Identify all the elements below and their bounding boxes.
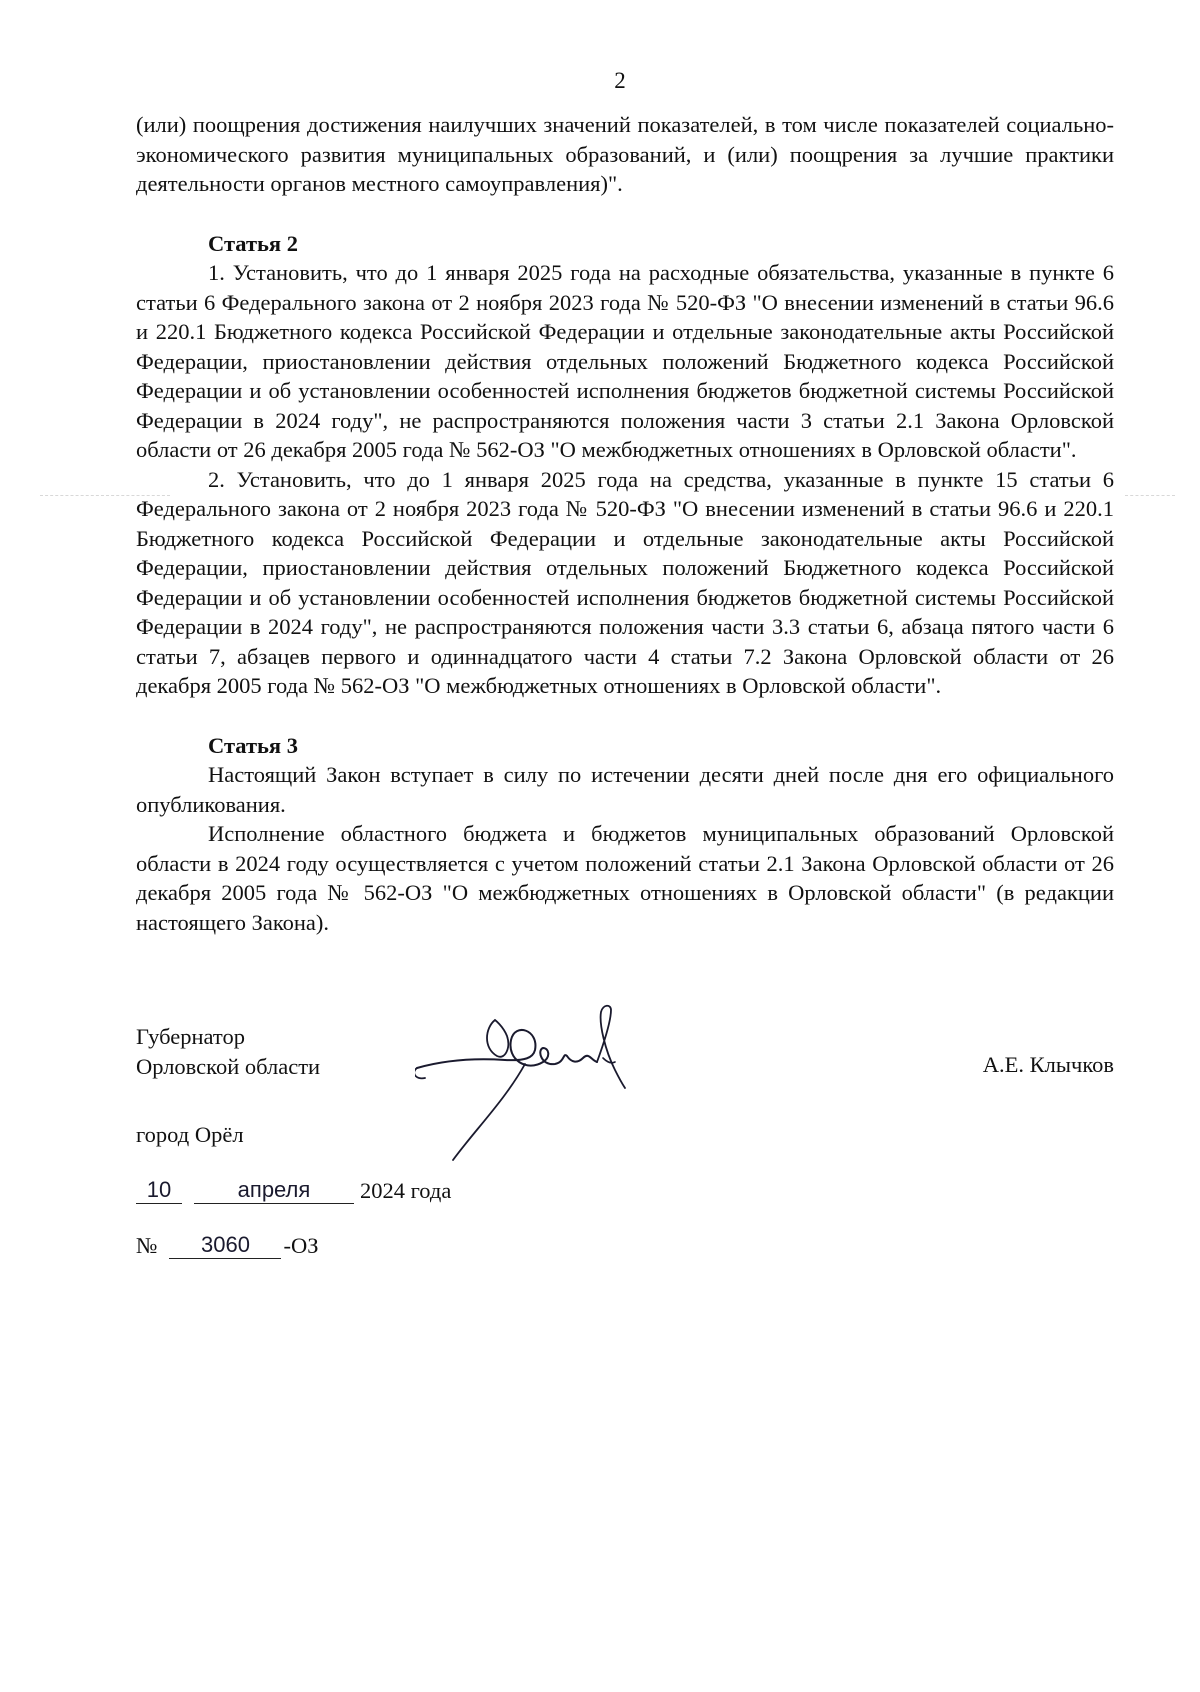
date-month: апреля: [194, 1177, 354, 1204]
article-2-title: Статья 2: [208, 230, 298, 256]
article-2-paragraph-2: 2. Установить, что до 1 января 2025 года на средства, указанные в пункте 15 статьи 6 Федерального закона от 2 ноября 2023 года № 520-ФЗ "О внесении изменений в статьи 96.6 и 220.1 Бюджетного кодекса Российской Федерации и отдельные законодательные акты Российской Федерации, приостановлении действия отдельных положений Бюджетного кодекса Российской Федерации и об установлении особенностей исполнения бюджетов бюджетной системы Российской Федерации в 2024 году", не распространяются положения части 3.3 статьи 6, абзаца пятого части 6 статьи 7, абзацев первого и одиннадцатого части 4 статьи 7.2 Закона Орловской области от 26 декабря 2005 года № 562-ОЗ "О межбюджетных отношениях в Орловской области".: [136, 466, 1114, 698]
law-number: [136, 1232, 318, 1259]
page-number: 2: [614, 68, 626, 93]
intro-paragraph: (или) поощрения достижения наилучших значений показателей, в том числе показателей социально-экономического развития муниципальных образований, и (или) поощрения за лучшие практики деятельности органов местного самоуправления)".: [136, 112, 1114, 196]
signatory-name: А.Е. Клычков: [982, 1052, 1114, 1077]
article-3-paragraph-2: Исполнение областного бюджета и бюджетов муниципальных образований Орловской области в 2024 году осуществляется с учетом положений статьи 2.1 Закона Орловской области от 26 декабря 2005 года № 562-ОЗ "О межбюджетных отношениях в Орловской области" (в редакции настоящего Закона).: [136, 821, 1114, 935]
date-year: 2024 года: [360, 1178, 452, 1203]
document-body: [136, 110, 1114, 937]
number-suffix: -ОЗ: [283, 1233, 319, 1258]
article-2-paragraph-1: 1. Установить, что до 1 января 2025 года на расходные обязательства, указанные в пункте 6 статьи 6 Федерального закона от 2 ноября 2023 года № 520-ФЗ "О внесении изменений в статьи 96.6 и 220.1 Бюджетного кодекса Российской Федерации и отдельные законодательные акты Российской Федерации, приостановлении действия отдельных положений Бюджетного кодекса Российской Федерации и об установлении особенностей исполнения бюджетов бюджетной системы Российской Федерации в 2024 году", не распространяются положения части 3 статьи 2.1 Закона Орловской области от 26 декабря 2005 года № 562-ОЗ "О межбюджетных отношениях в Орловской области".: [136, 260, 1114, 462]
handwritten-signature: [415, 1000, 655, 1170]
spacer: [136, 199, 1114, 229]
signatory-position: [136, 1022, 320, 1081]
number-value: 3060: [169, 1232, 281, 1259]
number-prefix: №: [136, 1233, 158, 1258]
date-day: 10: [136, 1177, 182, 1204]
spacer: [136, 701, 1114, 731]
signing-date: [136, 1177, 451, 1204]
article-3-title: Статья 3: [208, 732, 298, 758]
position-line-2: Орловской области: [136, 1053, 321, 1079]
city: город Орёл: [136, 1122, 244, 1147]
article-3-paragraph-1: Настоящий Закон вступает в силу по истечении десяти дней после дня его официального опубликования.: [136, 762, 1114, 817]
scan-artifact-right: [1125, 495, 1175, 497]
position-line-1: Губернатор: [136, 1024, 245, 1049]
